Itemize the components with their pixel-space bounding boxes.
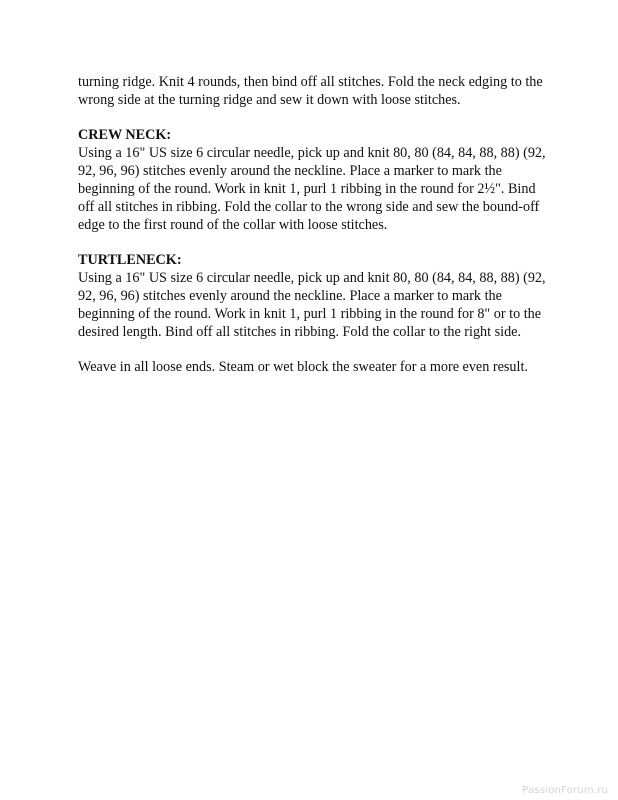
- crew-neck-section: [78, 126, 548, 234]
- turtleneck-paragraph: Using a 16" US size 6 circular needle, pick up and knit 80, 80 (84, 84, 88, 88) (92, 92, 96, 96) stitches evenly around the neckline. Place a marker to mark the beginning of the round. Work in knit 1, purl 1 ribbing in the round for 8" or to the desired length. Bind off all stitches in ribbing. Fold the collar to the right side.: [78, 270, 546, 340]
- turtleneck-section: [78, 251, 548, 341]
- crew-neck-paragraph: Using a 16" US size 6 circular needle, pick up and knit 80, 80 (84, 84, 88, 88) (92, 92, 96, 96) stitches evenly around the neckline. Place a marker to mark the beginning of the round. Work in knit 1, purl 1 ribbing in the round for 2½". Bind off all stitches in ribbing. Fold the collar to the wrong side and sew the bound-off edge to the first round of the collar with loose stitches.: [78, 145, 546, 233]
- finishing-section: [78, 358, 548, 376]
- intro-paragraph: turning ridge. Knit 4 rounds, then bind off all stitches. Fold the neck edging to the wrong side at the turning ridge and sew it down with loose stitches.: [78, 74, 543, 108]
- turtleneck-heading: TURTLENECK:: [78, 252, 182, 268]
- watermark: PassionForum.ru: [522, 785, 608, 796]
- document-page: [78, 73, 548, 393]
- intro-section: [78, 73, 548, 109]
- crew-neck-heading: CREW NECK:: [78, 127, 172, 143]
- finishing-paragraph: Weave in all loose ends. Steam or wet block the sweater for a more even result.: [78, 359, 528, 375]
